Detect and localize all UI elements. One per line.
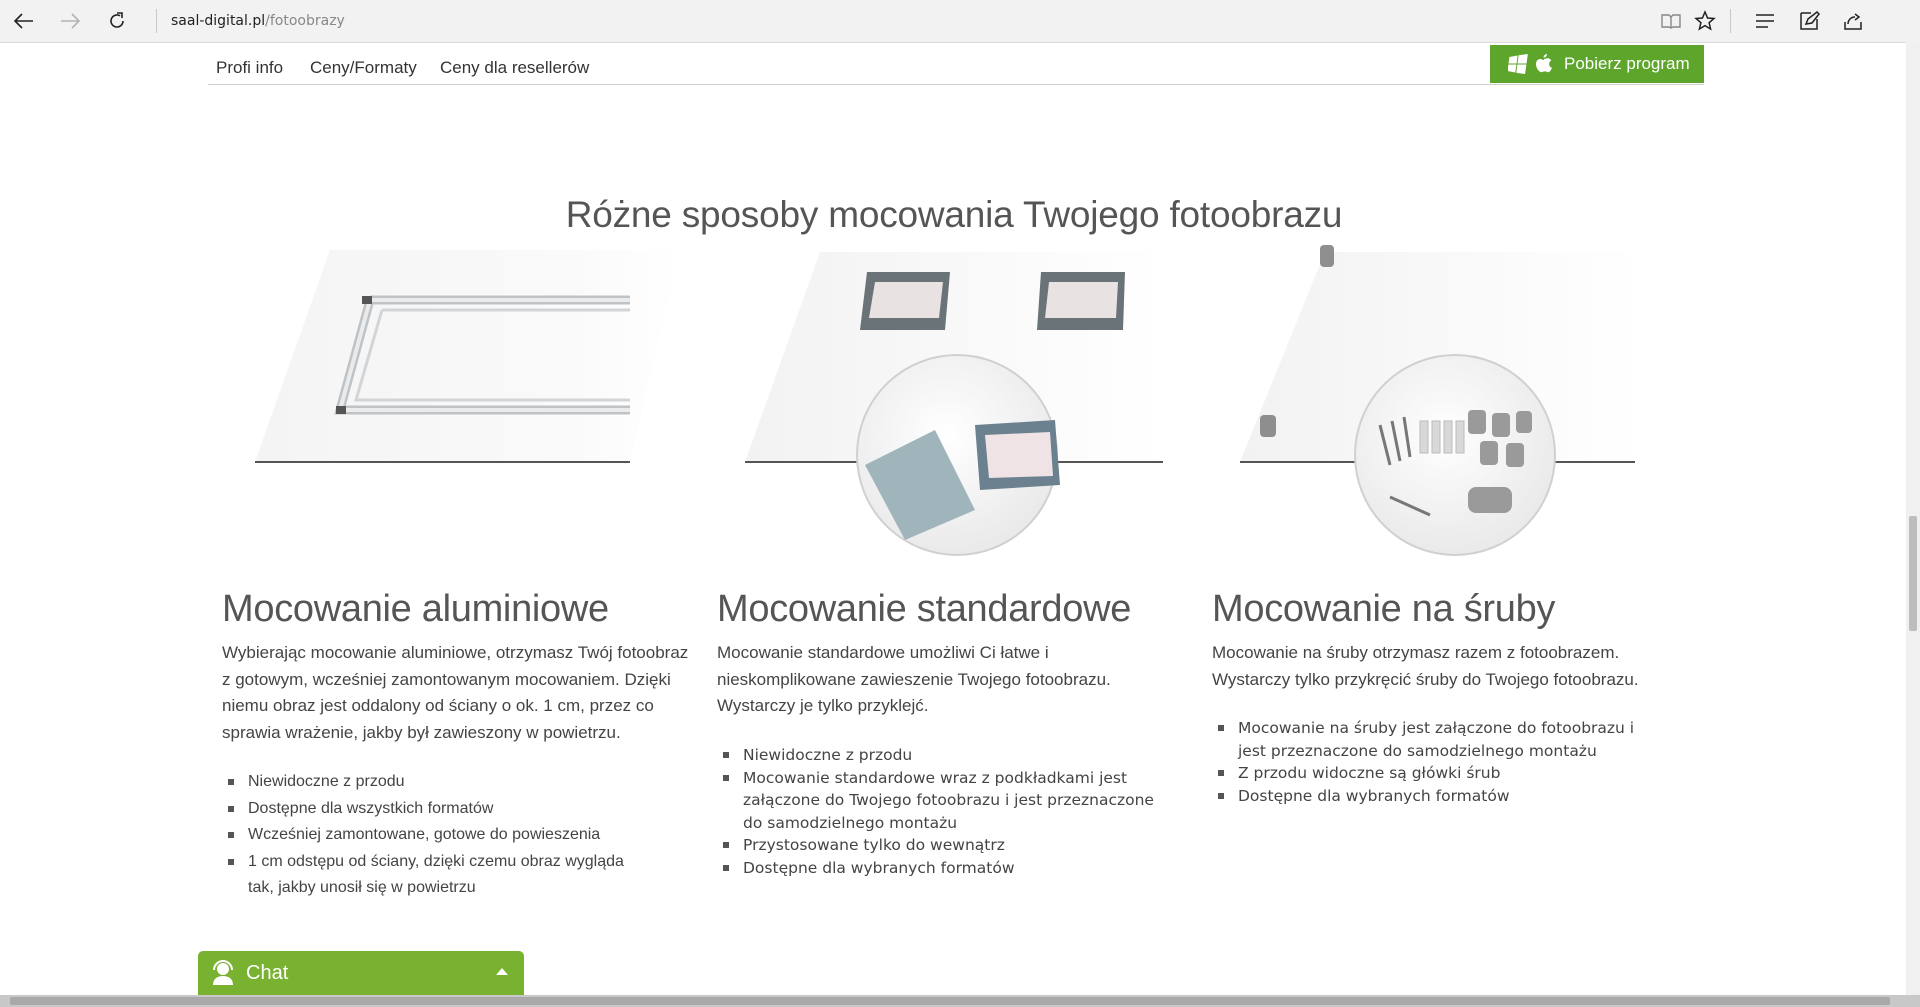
- reading-view-button[interactable]: [1654, 5, 1688, 37]
- aluminium-mount-title: Mocowanie aluminiowe: [222, 588, 609, 630]
- standard-mount-features: [717, 744, 1173, 879]
- aluminium-mount-description: [222, 640, 688, 746]
- download-program-button[interactable]: [1490, 45, 1704, 83]
- hub-icon: [1754, 12, 1776, 30]
- screw-mount-description: [1212, 640, 1639, 693]
- vertical-scrollbar[interactable]: [1906, 42, 1920, 995]
- url-path: /fotoobrazy: [265, 13, 345, 29]
- download-button-label: Pobierz program: [1564, 54, 1690, 73]
- chat-label: Chat: [246, 961, 289, 984]
- hub-button[interactable]: [1748, 5, 1782, 37]
- vertical-scroll-thumb[interactable]: [1909, 516, 1917, 631]
- apple-icon: [1534, 53, 1554, 75]
- list-item: Dostępne dla wszystkich formatów: [248, 796, 668, 823]
- pen-icon: [1798, 10, 1820, 32]
- screw-mount-features: [1212, 717, 1658, 807]
- share-button[interactable]: [1836, 5, 1870, 37]
- star-icon: [1694, 10, 1716, 32]
- standard-mount-image: [745, 240, 1165, 560]
- nav-link-profi-info[interactable]: Profi info: [216, 58, 284, 77]
- aluminium-mount-image: [250, 230, 680, 470]
- chat-person-icon: [210, 960, 236, 986]
- section-title: Różne sposoby mocowania Twojego fotoobrazu: [565, 193, 1343, 235]
- description-line: Wystarczy tylko przykręcić śruby do Twojego fotoobrazu.: [1212, 669, 1639, 689]
- description-line: Wybierając mocowanie aluminiowe, otrzymasz Twój fotoobraz: [222, 643, 689, 662]
- screw-mount-title: Mocowanie na śruby: [1212, 588, 1556, 630]
- arrow-right-icon: [60, 12, 82, 30]
- browser-toolbar: [0, 0, 1920, 43]
- description-line: nieskomplikowane zawieszenie Twojego fotoobrazu.: [717, 669, 1111, 689]
- aluminium-mount-features: [222, 769, 668, 902]
- list-item: Dostępne dla wybranych formatów: [743, 857, 1173, 880]
- arrow-left-icon: [12, 12, 34, 30]
- list-item: Dostępne dla wybranych formatów: [1238, 785, 1658, 808]
- nav-link-ceny-reseller[interactable]: Ceny dla resellerów: [440, 58, 590, 77]
- list-item: Mocowanie standardowe wraz z podkładkami jest załączone do Twojego fotoobrazu i jest przeznaczone do samodzielnego montażu: [743, 767, 1173, 835]
- description-line: Mocowanie standardowe umożliwi Ci łatwe i: [717, 643, 1049, 662]
- address-separator: [156, 9, 157, 33]
- standard-mount-description: [717, 640, 1111, 720]
- book-icon: [1660, 12, 1682, 30]
- chat-widget[interactable]: [198, 951, 524, 995]
- chevron-up-icon[interactable]: [496, 967, 508, 975]
- share-icon: [1842, 10, 1864, 32]
- list-item: 1 cm odstępu od ściany, dzięki czemu obraz wygląda tak, jakby unosił się w powietrzu: [248, 849, 640, 902]
- description-line: niemu obraz jest oddalony od ściany o ok. 1 cm, przez co: [222, 696, 654, 715]
- web-note-button[interactable]: [1792, 5, 1826, 37]
- list-item: Niewidoczne z przodu: [248, 769, 668, 796]
- windows-icon: [1508, 53, 1530, 75]
- refresh-icon: [107, 11, 127, 31]
- list-item: Przystosowane tylko do wewnątrz: [743, 834, 1173, 857]
- screw-mount-image: [1240, 235, 1640, 560]
- url-domain: saal-digital.pl: [171, 13, 266, 29]
- list-item: Niewidoczne z przodu: [743, 744, 1173, 767]
- forward-button[interactable]: [54, 5, 88, 37]
- list-item: Wcześniej zamontowane, gotowe do powieszenia: [248, 822, 668, 849]
- horizontal-scrollbar[interactable]: [0, 995, 1920, 1007]
- description-line: Wystarczy je tylko przyklejć.: [717, 696, 929, 715]
- address-bar[interactable]: [171, 12, 345, 30]
- favorite-button[interactable]: [1688, 5, 1722, 37]
- description-line: z gotowym, wcześniej zamontowanym mocowaniem. Dzięki: [222, 669, 671, 689]
- horizontal-scroll-thumb[interactable]: [10, 997, 1890, 1005]
- toolbar-separator: [1730, 9, 1731, 33]
- nav-link-ceny-formaty[interactable]: Ceny/Formaty: [310, 58, 417, 77]
- standard-mount-title: Mocowanie standardowe: [717, 588, 1132, 630]
- description-line: sprawia wrażenie, jakby był zawieszony w powietrzu.: [222, 722, 621, 742]
- description-line: Mocowanie na śruby otrzymasz razem z fotoobrazem.: [1212, 643, 1620, 662]
- site-nav: [208, 44, 1704, 85]
- list-item: Z przodu widoczne są główki śrub: [1238, 762, 1658, 785]
- refresh-button[interactable]: [100, 5, 134, 37]
- list-item: Mocowanie na śruby jest załączone do fotoobrazu i jest przeznaczone do samodzielnego montażu: [1238, 717, 1658, 762]
- back-button[interactable]: [6, 5, 40, 37]
